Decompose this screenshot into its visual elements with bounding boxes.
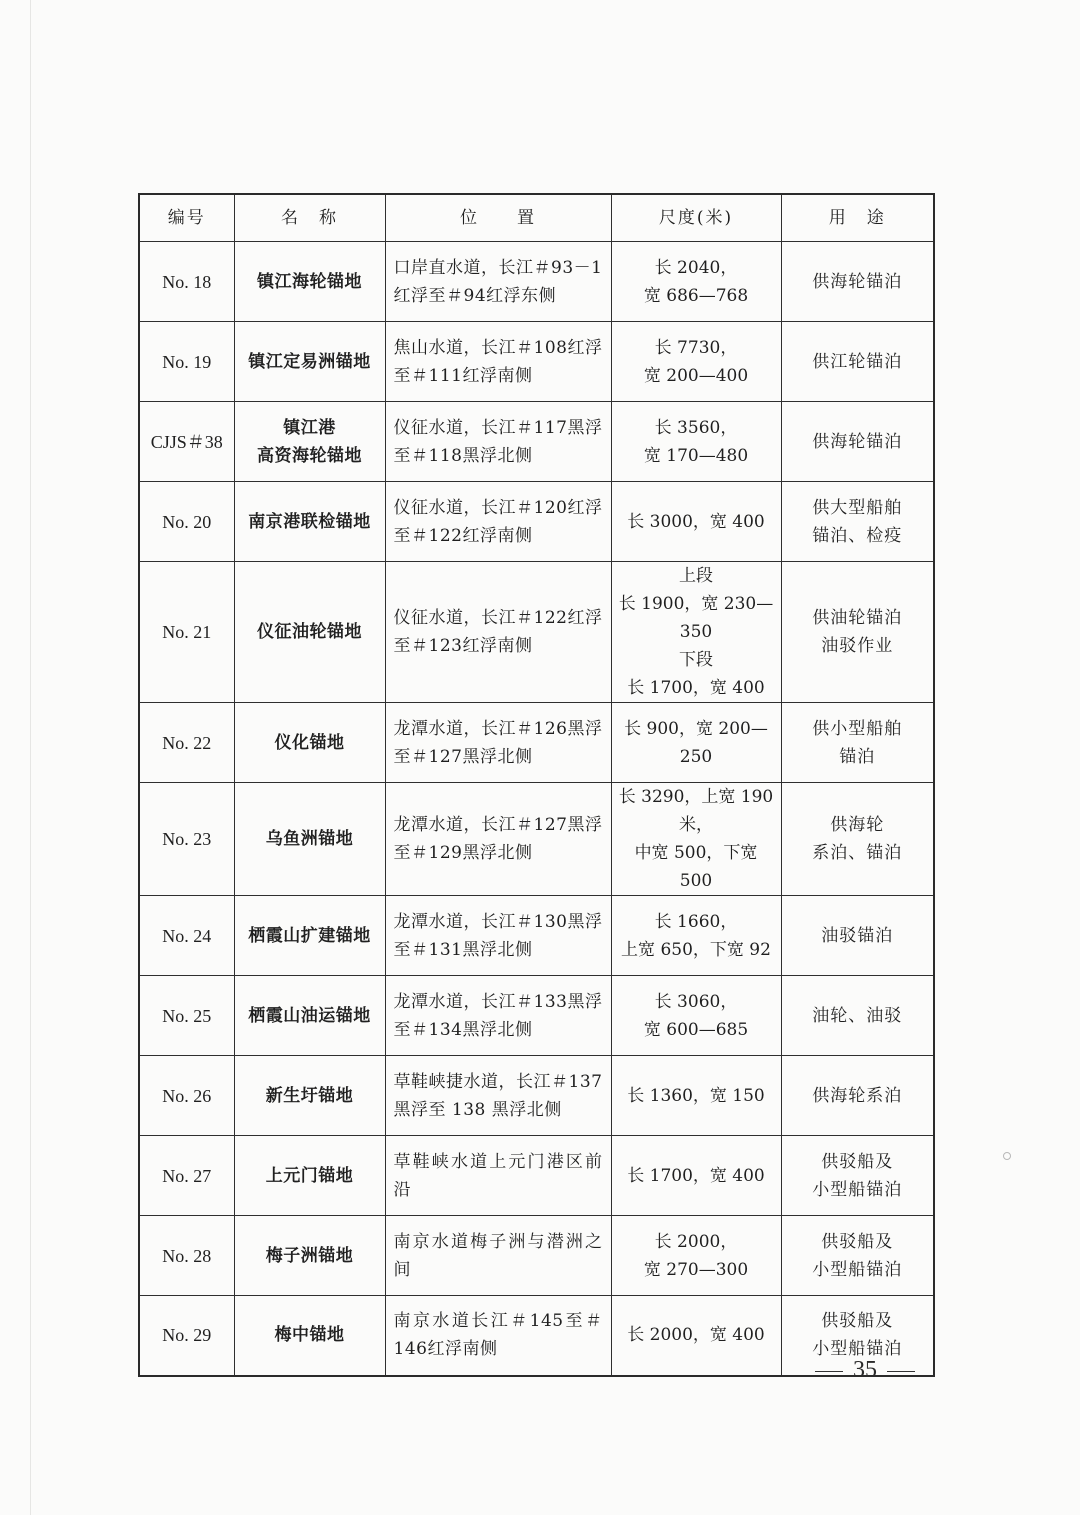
anchorage-size-line: 长 3060，	[654, 991, 738, 1012]
anchorage-table	[138, 193, 935, 1377]
anchorage-size-line: 长 7730，	[654, 337, 738, 358]
anchorage-size	[611, 783, 781, 896]
anchorage-use	[781, 322, 934, 402]
anchorage-id: No. 25	[139, 976, 234, 1056]
anchorage-name-line: 仪化锚地	[274, 732, 345, 753]
anchorage-use-line: 供江轮锚泊	[812, 351, 903, 372]
anchorage-use	[781, 402, 934, 482]
anchorage-use	[781, 896, 934, 976]
anchorage-use-line: 小型船锚泊	[812, 1179, 903, 1200]
anchorage-use-line: 油驳作业	[821, 636, 894, 656]
anchorage-use	[781, 1216, 934, 1296]
anchorage-use-line: 供海轮锚泊	[812, 271, 903, 292]
anchorage-id: No. 26	[139, 1056, 234, 1136]
table-body	[139, 242, 934, 1376]
anchorage-size	[611, 402, 781, 482]
anchorage-use-line: 油驳锚泊	[821, 925, 894, 946]
anchorage-name	[234, 976, 385, 1056]
anchorage-name	[234, 402, 385, 482]
anchorage-size-line: 长 900，宽 200—250	[624, 718, 768, 767]
anchorage-id: No. 21	[139, 562, 234, 703]
anchorage-use	[781, 1136, 934, 1216]
anchorage-use-line: 小型船锚泊	[812, 1339, 903, 1360]
anchorage-name-line: 新生圩锚地	[265, 1085, 354, 1106]
anchorage-name	[234, 703, 385, 783]
anchorage-use-line: 供海轮锚泊	[812, 431, 903, 452]
anchorage-size-line: 宽 686—768	[643, 285, 749, 306]
anchorage-use-line: 小型船锚泊	[812, 1259, 903, 1280]
anchorage-size	[611, 1056, 781, 1136]
anchorage-size-line: 宽 200—400	[643, 365, 749, 386]
table-row	[139, 402, 934, 482]
table-header-row	[139, 194, 934, 242]
header-size: 尺度(米)	[611, 194, 781, 242]
anchorage-use	[781, 242, 934, 322]
anchorage-use-line: 供驳船及	[821, 1311, 894, 1332]
anchorage-name-line: 镇江港	[283, 417, 336, 438]
anchorage-size	[611, 242, 781, 322]
anchorage-name-line: 梅中锚地	[274, 1325, 345, 1346]
table-row	[139, 976, 934, 1056]
header-use: 用 途	[781, 194, 934, 242]
anchorage-size	[611, 976, 781, 1056]
anchorage-location: 龙潭水道，长江＃133黑浮至＃134黑浮北侧	[385, 976, 611, 1056]
anchorage-use	[781, 783, 934, 896]
scan-edge-line	[30, 0, 31, 1515]
anchorage-location: 仪征水道，长江＃122红浮至＃123红浮南侧	[385, 562, 611, 703]
anchorage-size-line: 宽 170—480	[643, 445, 749, 466]
anchorage-name	[234, 562, 385, 703]
anchorage-size-line: 长 1700，宽 400	[627, 678, 765, 698]
anchorage-name	[234, 1216, 385, 1296]
anchorage-location: 仪征水道，长江＃117黑浮至＃118黑浮北侧	[385, 402, 611, 482]
anchorage-name-line: 栖霞山油运锚地	[248, 1005, 371, 1026]
anchorage-name	[234, 783, 385, 896]
footer-dash-left	[815, 1371, 843, 1372]
anchorage-use-line: 供油轮锚泊	[812, 608, 903, 628]
header-id: 编号	[139, 194, 234, 242]
anchorage-size	[611, 896, 781, 976]
table-row	[139, 1056, 934, 1136]
table-row	[139, 1136, 934, 1216]
anchorage-id: No. 24	[139, 896, 234, 976]
anchorage-use-line: 系泊、锚泊	[812, 843, 903, 863]
anchorage-id: CJJS＃38	[139, 402, 234, 482]
anchorage-size	[611, 1296, 781, 1376]
anchorage-size-line: 上宽 650，下宽 92	[621, 939, 771, 960]
anchorage-location: 龙潭水道，长江＃130黑浮至＃131黑浮北侧	[385, 896, 611, 976]
header-location: 位 置	[385, 194, 611, 242]
anchorage-use-line: 供小型船舶	[812, 718, 903, 739]
anchorage-id: No. 23	[139, 783, 234, 896]
anchorage-size-line: 长 3560，	[654, 417, 738, 438]
anchorage-id: No. 18	[139, 242, 234, 322]
anchorage-size-line: 上段	[679, 566, 713, 586]
table-row	[139, 1216, 934, 1296]
anchorage-size	[611, 1136, 781, 1216]
anchorage-location: 龙潭水道，长江＃126黑浮至＃127黑浮北侧	[385, 703, 611, 783]
anchorage-id: No. 19	[139, 322, 234, 402]
anchorage-use-line: 锚泊、检疫	[812, 525, 903, 546]
table-row	[139, 703, 934, 783]
anchorage-id: No. 28	[139, 1216, 234, 1296]
anchorage-size-line: 长 2000，宽 400	[627, 1325, 765, 1346]
page-number: 35	[853, 1357, 877, 1383]
anchorage-use	[781, 976, 934, 1056]
anchorage-use-line: 供海轮系泊	[812, 1085, 903, 1106]
page-footer	[800, 1355, 930, 1385]
anchorage-size-line: 长 2000，	[654, 1231, 738, 1252]
anchorage-name-line: 镇江定易洲锚地	[248, 351, 371, 372]
table-row	[139, 783, 934, 896]
table-row	[139, 482, 934, 562]
anchorage-use	[781, 482, 934, 562]
anchorage-size	[611, 482, 781, 562]
anchorage-name	[234, 482, 385, 562]
anchorage-location: 口岸直水道，长江＃93－1红浮至＃94红浮东侧	[385, 242, 611, 322]
anchorage-size-line: 下段	[679, 650, 713, 670]
anchorage-size-line: 长 2040，	[654, 257, 738, 278]
anchorage-size-line: 宽 600—685	[643, 1019, 749, 1040]
anchorage-name	[234, 1136, 385, 1216]
anchorage-use-line: 供驳船及	[821, 1231, 894, 1252]
anchorage-id: No. 22	[139, 703, 234, 783]
anchorage-size	[611, 703, 781, 783]
anchorage-size-line: 中宽 500，下宽 500	[634, 843, 758, 891]
anchorage-name-line: 高资海轮锚地	[257, 445, 362, 466]
anchorage-use-line: 供海轮	[830, 815, 885, 835]
anchorage-location: 草鞋峡捷水道，长江＃137黑浮至 138 黑浮北侧	[385, 1056, 611, 1136]
anchorage-size-line: 长 1360，宽 150	[627, 1085, 765, 1106]
anchorage-use-line: 锚泊	[839, 746, 876, 767]
anchorage-name-line: 乌鱼洲锚地	[265, 829, 354, 849]
anchorage-size-line: 长 1700，宽 400	[627, 1165, 765, 1186]
table-row	[139, 242, 934, 322]
anchorage-use	[781, 1056, 934, 1136]
anchorage-name-line: 镇江海轮锚地	[257, 271, 362, 292]
anchorage-use-line: 供大型船舶	[812, 497, 903, 518]
table-row	[139, 896, 934, 976]
anchorage-use	[781, 562, 934, 703]
anchorage-name-line: 栖霞山扩建锚地	[248, 925, 371, 946]
anchorage-location: 草鞋峡水道上元门港区前沿	[385, 1136, 611, 1216]
anchorage-id: No. 27	[139, 1136, 234, 1216]
anchorage-size	[611, 1216, 781, 1296]
anchorage-name	[234, 1296, 385, 1376]
table-row	[139, 562, 934, 703]
anchorage-name	[234, 896, 385, 976]
anchorage-name	[234, 1056, 385, 1136]
anchorage-location: 南京水道长江＃145至＃146红浮南侧	[385, 1296, 611, 1376]
anchorage-name	[234, 322, 385, 402]
anchorage-location: 南京水道梅子洲与潜洲之间	[385, 1216, 611, 1296]
anchorage-location: 龙潭水道，长江＃127黑浮至＃129黑浮北侧	[385, 783, 611, 896]
table-row	[139, 322, 934, 402]
anchorage-size-line: 长 1900，宽 230—350	[618, 594, 774, 642]
anchorage-id: No. 20	[139, 482, 234, 562]
anchorage-name-line: 上元门锚地	[265, 1165, 354, 1186]
anchorage-use-line: 油轮、油驳	[812, 1005, 903, 1026]
anchorage-id: No. 29	[139, 1296, 234, 1376]
anchorage-use	[781, 703, 934, 783]
anchorage-size-line: 长 1660，	[654, 911, 738, 932]
anchorage-size-line: 宽 270—300	[643, 1259, 749, 1280]
anchorage-name-line: 仪征油轮锚地	[257, 622, 362, 642]
anchorage-size-line: 长 3290，上宽 190 米，	[618, 787, 774, 835]
header-name: 名 称	[234, 194, 385, 242]
anchorage-location: 焦山水道，长江＃108红浮至＃111红浮南侧	[385, 322, 611, 402]
anchorage-location: 仪征水道，长江＃120红浮至＃122红浮南侧	[385, 482, 611, 562]
anchorage-use-line: 供驳船及	[821, 1151, 894, 1172]
anchorage-name	[234, 242, 385, 322]
anchorage-size	[611, 322, 781, 402]
anchorage-size	[611, 562, 781, 703]
anchorage-name-line: 梅子洲锚地	[265, 1245, 354, 1266]
anchorage-name-line: 南京港联检锚地	[248, 511, 371, 532]
scan-speck	[1003, 1152, 1011, 1160]
anchorage-size-line: 长 3000，宽 400	[627, 511, 765, 532]
footer-dash-right	[887, 1371, 915, 1372]
